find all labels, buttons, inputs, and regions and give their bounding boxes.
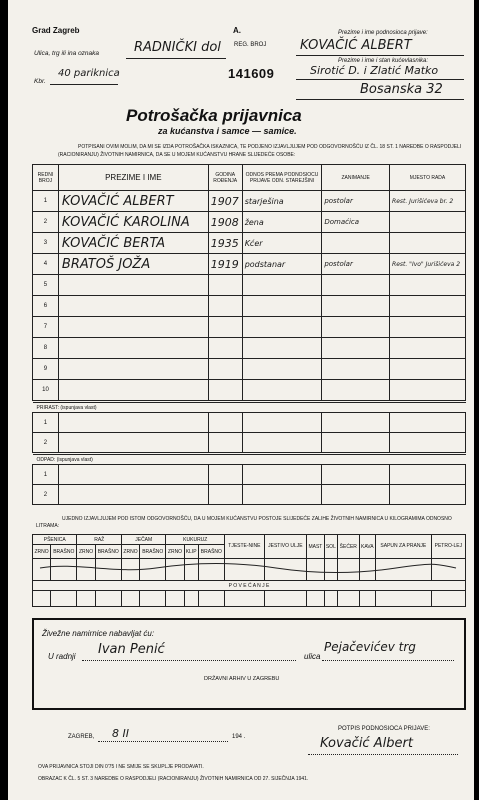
supply-street-underline [322, 660, 454, 661]
sub-zrno-1: ZRNO [33, 545, 51, 559]
prirast-label: PRIRAST: (ispunjava vlast) [33, 403, 466, 413]
member-occupation [322, 275, 390, 296]
col-tjestenine: TJESTE-NINE [225, 535, 265, 559]
povecanje-row [33, 591, 466, 607]
signature: Kovačić Albert [320, 736, 413, 751]
member-year [208, 296, 242, 317]
member-occupation [322, 233, 390, 254]
form-page [8, 0, 474, 800]
header-occupation: ZANIMANJE [322, 165, 390, 191]
applicant-label: Prezime i ime podnosioca prijave: [338, 30, 428, 36]
footer-note-2: OBRAZAC K ČL. 5 ST. 3 NAREDBE O RASPODJELI (RACIONIRANJU) ŽIVOTNIH NAMIRNICA OD 27. SIJEČNJA 1941. [38, 776, 309, 782]
member-workplace [390, 359, 466, 380]
odpad-label: ODPAD: (ispunjava vlast) [33, 455, 466, 465]
date-underline [98, 741, 228, 742]
member-name: KOVAČIĆ KAROLINA [58, 212, 208, 233]
member-workplace [390, 338, 466, 359]
member-occupation: Domaćica [322, 212, 390, 233]
member-occupation: postolar [322, 254, 390, 275]
member-year: 1908 [208, 212, 242, 233]
member-occupation [322, 317, 390, 338]
member-relation: Kćer [242, 233, 322, 254]
member-num: 7 [33, 317, 59, 338]
archive-stamp: DRŽAVNI ARHIV U ZAGREBU [204, 676, 280, 682]
col-petrolej: PETRO-LEJ [431, 535, 465, 559]
city-label: Grad Zagreb [32, 26, 80, 35]
member-year [208, 380, 242, 401]
member-year [208, 275, 242, 296]
prirast-row-1-num: 1 [33, 413, 59, 433]
member-num: 3 [33, 233, 59, 254]
member-num: 9 [33, 359, 59, 380]
sub-klip: KLIP [184, 545, 198, 559]
member-row [33, 233, 466, 254]
member-num: 1 [33, 191, 59, 212]
owner-label: Prezime i ime i stan kućevlasnika: [338, 58, 429, 64]
member-workplace [390, 317, 466, 338]
col-sapun: SAPUN ZA PRANJE [375, 535, 431, 559]
member-name: KOVAČIĆ BERTA [58, 233, 208, 254]
member-workplace [390, 275, 466, 296]
member-year [208, 338, 242, 359]
member-relation [242, 338, 322, 359]
house-label: Kbr. [34, 78, 46, 85]
reg-label: REG. BROJ [234, 42, 267, 48]
col-kava: KAVA [359, 535, 375, 559]
member-relation [242, 317, 322, 338]
povecanje-label: P O V E Ć A N J E [33, 581, 466, 591]
member-num: 8 [33, 338, 59, 359]
member-name [58, 359, 208, 380]
ulica-label: ulica [304, 652, 321, 661]
member-workplace [390, 296, 466, 317]
serial-number: 141609 [228, 66, 275, 81]
member-workplace: Rest. "Ivo" Jurišićeva 2 [390, 254, 466, 275]
applicant-value: KOVAČIĆ ALBERT [300, 38, 412, 53]
member-occupation [322, 380, 390, 401]
member-name: BRATOŠ JOŽA [58, 254, 208, 275]
odpad-table [32, 454, 466, 505]
member-num: 6 [33, 296, 59, 317]
member-workplace [390, 380, 466, 401]
member-row [33, 275, 466, 296]
prirast-row-2-num: 2 [33, 433, 59, 453]
intro-text: POTPISANI OVIM MOLIM, DA MI SE IZDA POTROŠAČKA ISKAZNICA, TE PODJENO IZJAVLJUJEM POD ODGOVORNOŠĆU IZ ČL. 18 ST. 1 NAREDBE O RASPODJELI (RACIONIRANJU) ŽIVOTNIH NAMIRNICA, DA SE U MOJEM KUĆANSTVU HRANE SLIJEDEĆE OSOBE: [58, 144, 462, 158]
member-row [33, 296, 466, 317]
col-sol: SOL [324, 535, 337, 559]
street-underline [126, 58, 226, 59]
member-row [33, 359, 466, 380]
shop-value: Ivan Penić [98, 642, 165, 657]
shop-underline [82, 660, 296, 661]
member-occupation [322, 296, 390, 317]
sub-brasno-3: BRAŠNO [140, 545, 166, 559]
col-secer: ŠEĆER [337, 535, 359, 559]
member-row [33, 212, 466, 233]
member-year: 1935 [208, 233, 242, 254]
street-value: RADNIČKI dol [134, 40, 221, 55]
member-relation: žena [242, 212, 322, 233]
member-year: 1919 [208, 254, 242, 275]
group-kukuruz: KUKURUZ [166, 535, 225, 545]
sign-label: POTPIS PODNOSIOCA PRIJAVE: [338, 726, 430, 732]
sub-zrno-4: ZRNO [166, 545, 184, 559]
stock-dash-marks [36, 560, 462, 576]
member-occupation [322, 359, 390, 380]
form-subtitle: za kućanstva i samce — samice. [158, 126, 297, 136]
member-num: 5 [33, 275, 59, 296]
member-row [33, 254, 466, 275]
prirast-table [32, 402, 466, 453]
owner-underline [296, 79, 464, 80]
odpad-row-1-num: 1 [33, 465, 59, 485]
member-workplace [390, 233, 466, 254]
owner-address: Bosanska 32 [360, 82, 443, 97]
member-relation [242, 380, 322, 401]
member-workplace [390, 212, 466, 233]
address-underline [296, 99, 464, 100]
member-relation [242, 359, 322, 380]
member-name [58, 275, 208, 296]
member-name: KOVAČIĆ ALBERT [58, 191, 208, 212]
member-relation [242, 296, 322, 317]
group-psenica: PŠENICA [33, 535, 77, 545]
sub-brasno-1: BRAŠNO [51, 545, 77, 559]
member-num: 2 [33, 212, 59, 233]
footer-year: 194 . [232, 734, 246, 740]
supply-street-value: Pejačevićev trg [324, 640, 416, 654]
member-year [208, 317, 242, 338]
member-relation: podstanar [242, 254, 322, 275]
sub-zrno-3: ZRNO [121, 545, 139, 559]
member-name [58, 296, 208, 317]
applicant-underline [296, 55, 464, 56]
member-row [33, 338, 466, 359]
form-letter: A. [233, 26, 241, 35]
member-relation: starješina [242, 191, 322, 212]
form-title: Potrošačka prijavnica [126, 106, 302, 125]
member-row [33, 191, 466, 212]
house-underline [50, 84, 118, 85]
member-num: 4 [33, 254, 59, 275]
member-occupation: postolar [322, 191, 390, 212]
sub-brasno-4: BRAŠNO [198, 545, 224, 559]
col-ulje: JESTIVO ULJE [264, 535, 306, 559]
members-table [32, 164, 466, 401]
sign-underline [308, 754, 458, 755]
member-name [58, 380, 208, 401]
header-workplace: MJESTO RADA [390, 165, 466, 191]
group-jecam: JEČAM [121, 535, 165, 545]
u-radnji-label: U radnji [48, 652, 76, 661]
member-year [208, 359, 242, 380]
header-num: REDNI BROJ [33, 165, 59, 191]
stock-intro: UJEDNO IZJAVLJUJEM POD ISTOM ODGOVORNOŠĆU, DA U MOJEM KUĆANSTVU POSTOJE SLIJEDEĆE ZALIHE ŽIVOTNIH NAMIRNICA U KILOGRAMIMA ODNOSNO LITRAMA: [36, 516, 452, 529]
header-relation: ODNOS PREMA PODNOSIOCU PRIJAVE ODN. STAREJŠINI [242, 165, 322, 191]
member-year: 1907 [208, 191, 242, 212]
sub-zrno-2: ZRNO [77, 545, 95, 559]
supply-label: Živežne namirnice nabavljat ću: [42, 629, 155, 638]
member-name [58, 338, 208, 359]
header-year: GODINA ROĐENJA [208, 165, 242, 191]
header-name: PREZIME I IME [58, 165, 208, 191]
footer-note-1: OVA PRIJAVNICA STOJI DIN 0'75 I NE SMIJE SE SKUPLJE PRODAVATI. [38, 764, 204, 770]
member-workplace: Rest. Jurišićeva br. 2 [390, 191, 466, 212]
odpad-row-2-num: 2 [33, 485, 59, 505]
member-row [33, 317, 466, 338]
sub-brasno-2: BRAŠNO [95, 545, 121, 559]
member-num: 10 [33, 380, 59, 401]
street-label: Ulica, trg ili ina oznaka [34, 50, 100, 57]
member-relation [242, 275, 322, 296]
col-mast: MAST [307, 535, 325, 559]
footer-place: ZAGREB, [68, 734, 95, 740]
group-raz: RAŽ [77, 535, 121, 545]
house-value: 40 pariknica [58, 68, 120, 79]
owner-value: Sirotić D. i Zlatić Matko [310, 64, 439, 77]
member-row [33, 380, 466, 401]
member-name [58, 317, 208, 338]
member-occupation [322, 338, 390, 359]
footer-date: 8 II [112, 727, 129, 740]
